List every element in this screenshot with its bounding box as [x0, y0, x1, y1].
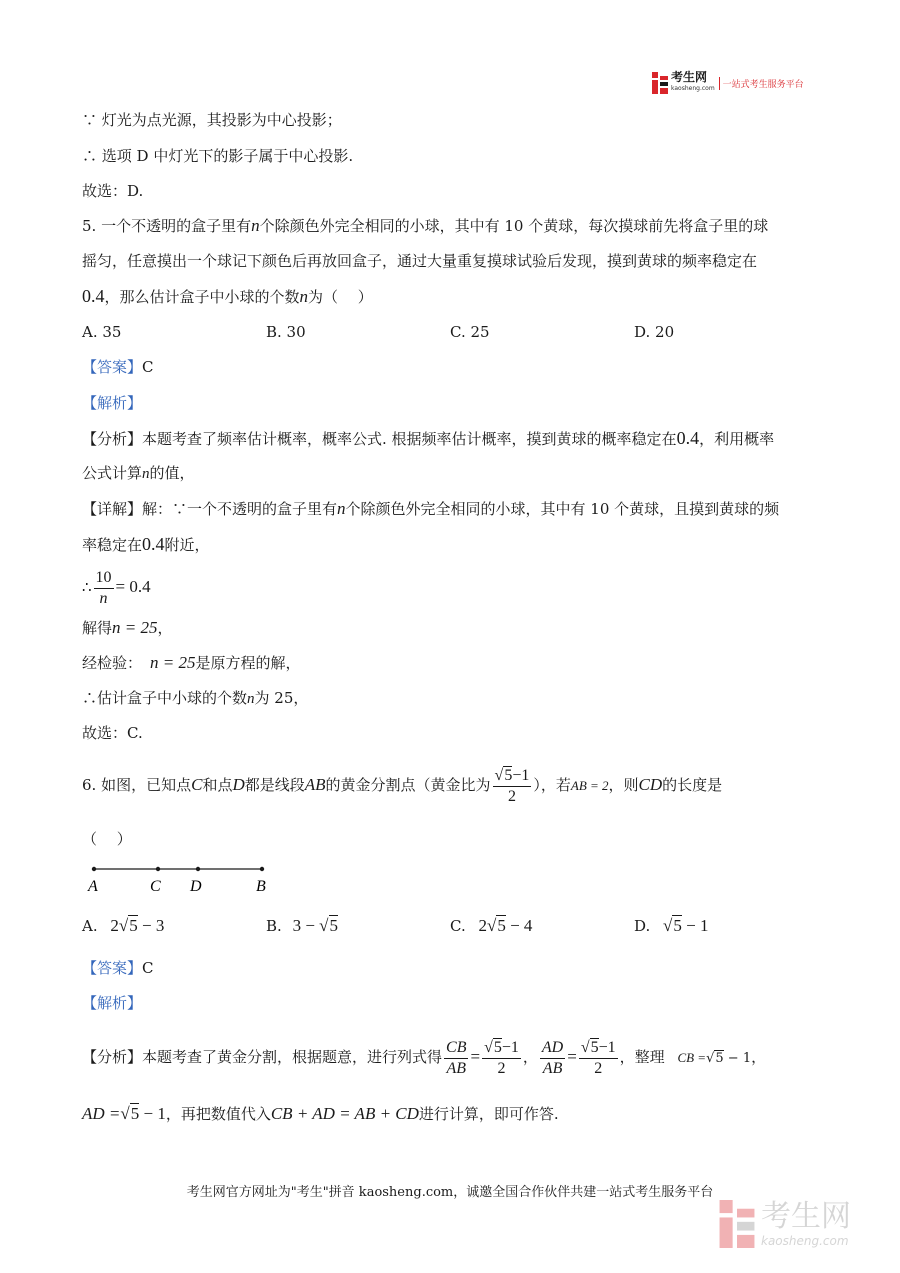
fenxi-text-c: 公式计算	[82, 464, 143, 482]
q6-stem-g: 的长度是	[662, 776, 723, 794]
q6-stem-f: ，则	[608, 776, 639, 794]
opt-letter: C.	[450, 917, 466, 935]
sqrt-sign: √	[120, 1104, 130, 1123]
xiangjie-b: 个除颜色外完全相同的小球，其中有 10 个黄球，且摸到黄球的频	[345, 500, 780, 518]
answer-value: C	[142, 358, 154, 376]
frac-numerator: 10	[94, 568, 114, 589]
xiangjie-a: 解：∵一个不透明的盒子里有	[142, 500, 338, 518]
q5-equation	[82, 565, 151, 609]
segment-diagram	[84, 860, 274, 896]
q5-stem-line-1	[82, 216, 768, 236]
fenxi-text-b: ，利用概率	[699, 430, 775, 448]
watermark	[717, 1200, 851, 1248]
radicand: 5	[715, 1051, 724, 1066]
var-n: n	[299, 287, 309, 306]
solve-comma: ，	[157, 619, 173, 637]
fenxi-text-a: 本题考查了黄金分割，根据题意，进行列式得	[142, 1048, 443, 1066]
ad-equation: AD =	[82, 1104, 121, 1123]
q5-fenxi-line-2	[82, 463, 195, 484]
fenxi-text-a: 本题考查了频率估计概率，概率公式. 根据频率估计概率，摸到黄球的概率稳定在	[142, 430, 677, 448]
q6-stem-b: 和点	[202, 776, 233, 794]
sqrt-sign: √	[580, 1038, 590, 1056]
answer-value: C	[142, 959, 154, 977]
q5-fenxi-line-1	[82, 428, 774, 449]
q5-option-b: B. 30	[266, 323, 306, 341]
golden-ratio-fraction-2	[579, 1038, 618, 1079]
fraction-cb-ab	[444, 1038, 468, 1079]
comma: ，	[751, 1048, 767, 1066]
segment-ab: AB	[304, 775, 326, 794]
q5-answer	[82, 357, 154, 377]
q5-stem-line-2: 摇匀，任意摸出一个球记下颜色后再放回盒子，通过大量重复摸球试验后发现，摸到黄球的频率稳定在	[82, 252, 758, 270]
q6-paren: （ ）	[82, 830, 132, 848]
frac-numerator: CB	[444, 1038, 468, 1059]
q5-stem-d: ，那么估计盒子中小球的个数	[104, 288, 300, 306]
radicand: 5	[493, 1038, 502, 1056]
opt-post: − 3	[141, 916, 165, 935]
opt-radicand: 5	[673, 916, 682, 935]
answer-tag: 【答案】	[82, 959, 143, 977]
check-text-b: 是原方程的解，	[195, 654, 301, 672]
equals: =	[567, 1047, 577, 1066]
fenxi-tag: 【分析】	[82, 430, 143, 448]
q6-option-d	[634, 916, 708, 936]
fraction-10-over-n	[94, 568, 114, 609]
fenxi-tag: 【分析】	[82, 1048, 143, 1066]
sqrt-sign: √	[494, 766, 504, 784]
fenxi-text-d: 的值，	[149, 464, 195, 482]
point-a-dot	[92, 867, 96, 871]
opt-post: − 1	[686, 916, 709, 935]
q5-prob-value: 0.4	[82, 286, 105, 306]
check-text: 经检验：	[82, 654, 143, 672]
opt-pre: 2	[110, 916, 119, 935]
q5-option-c: C. 25	[450, 323, 490, 341]
q5-stem-end: 为（ ）	[308, 288, 373, 306]
opt-post: − 4	[510, 916, 533, 935]
var-n: n	[142, 466, 150, 482]
q6-stem-a: 6. 如图，已知点	[82, 776, 192, 794]
q6-option-a	[82, 916, 164, 936]
q4-choose: 故选：D.	[82, 182, 144, 200]
q6-option-b	[266, 916, 338, 936]
frac-denominator: AB	[446, 1059, 467, 1077]
solve-text: 解得	[82, 619, 113, 637]
radicand: 5	[590, 1038, 599, 1056]
point-d-dot	[196, 867, 200, 871]
radicand: 5	[504, 766, 513, 784]
xiangjie-prob: 0.4	[142, 534, 165, 554]
fenxi-text-b: ，整理	[619, 1048, 665, 1066]
sum-equation: CB + AD = AB + CD	[270, 1104, 419, 1123]
segment-cd: CD	[638, 775, 663, 794]
minus-one: − 1	[727, 1051, 752, 1066]
q5-solve	[82, 618, 173, 638]
ratio-rest: −1	[512, 766, 530, 784]
q5-option-a: A. 35	[82, 323, 122, 341]
opt-pre: 2	[478, 916, 487, 935]
frac-denominator: AB	[542, 1059, 563, 1077]
fenxi-text-d: 进行计算，即可作答.	[418, 1105, 559, 1123]
answer-tag: 【答案】	[82, 358, 143, 376]
point-c-label: C	[191, 775, 203, 794]
label-a: A	[88, 878, 98, 895]
golden-ratio-fraction	[493, 766, 532, 807]
ratio-rest: −1	[501, 1038, 519, 1056]
fenxi-prob: 0.4	[676, 428, 700, 448]
q5-option-d: D. 20	[634, 323, 675, 341]
q5-choose: 故选：C.	[82, 724, 143, 742]
logo-slogan: 一站式考生服务平台	[719, 77, 804, 90]
q6-analysis-tag: 【解析】	[82, 994, 143, 1012]
sqrt-sign: √	[319, 916, 329, 935]
estimate-text-b: 为 25，	[254, 689, 309, 707]
header-logo	[652, 72, 804, 94]
var-n: n	[247, 691, 255, 707]
q5-xiangjie-line-1	[82, 499, 779, 519]
opt-radicand: 5	[497, 916, 506, 935]
xiangjie-tag: 【详解】	[82, 500, 143, 518]
kaosheng-logo-icon	[652, 72, 668, 94]
check-equation: n = 25	[150, 653, 196, 672]
opt-radicand: 5	[129, 916, 138, 935]
label-c: C	[150, 878, 161, 895]
ratio-denominator: 2	[507, 787, 516, 805]
q6-stem-d: 的黄金分割点（黄金比为	[325, 776, 491, 794]
golden-ratio-fraction-1	[482, 1038, 521, 1079]
solve-equation: n = 25	[112, 618, 158, 637]
q4-line-2: ∴ 选项 D 中灯光下的影子属于中心投影.	[82, 147, 354, 165]
q6-fenxi-line-2	[82, 1104, 559, 1124]
sqrt-sign: √	[484, 1038, 493, 1056]
sqrt-sign: √	[706, 1051, 715, 1066]
frac-numerator: AD	[540, 1038, 565, 1059]
equation-rhs: = 0.4	[115, 577, 151, 596]
fraction-ad-ab	[540, 1038, 565, 1079]
q5-analysis-tag: 【解析】	[82, 394, 143, 412]
watermark-name: 考生网	[761, 1199, 851, 1234]
estimate-text: ∴估计盒子中小球的个数	[82, 689, 248, 707]
sqrt-sign: √	[118, 916, 129, 935]
point-b-dot	[260, 867, 264, 871]
q5-stem-a: 5. 一个不透明的盒子里有	[82, 217, 252, 235]
sqrt-sign: √	[487, 916, 497, 935]
opt-letter: A.	[82, 917, 98, 935]
xiangjie-c: 率稳定在	[82, 536, 143, 554]
q6-stem-e: ），若	[533, 776, 571, 794]
q5-stem-b: 个除颜色外完全相同的小球，其中有 10 个黄球，每次摸球前先将盒子里的球	[259, 217, 769, 235]
var-n: n	[251, 216, 260, 235]
watermark-logo-icon	[717, 1200, 757, 1248]
sqrt-sign: √	[663, 916, 673, 935]
frac-denominator: n	[99, 589, 108, 607]
logo-domain: kaosheng.com	[671, 85, 715, 92]
opt-letter: D.	[634, 917, 651, 935]
q6-stem-c: 都是线段	[244, 776, 305, 794]
q5-stem-line-3	[82, 286, 373, 307]
cb-equation: CB =	[677, 1050, 707, 1065]
var-n: n	[337, 499, 346, 518]
ratio-denominator: 2	[497, 1059, 506, 1077]
therefore-symbol: ∴	[82, 578, 92, 596]
q4-line-1: ∵ 灯光为点光源，其投影为中心投影；	[82, 111, 342, 129]
fenxi-text-c: ，再把数值代入	[165, 1105, 271, 1123]
point-d-label: D	[232, 775, 245, 794]
opt-letter: B.	[266, 917, 282, 935]
xiangjie-d: 附近，	[164, 536, 210, 554]
q5-check	[82, 653, 301, 673]
equals: =	[470, 1047, 481, 1066]
ratio-rest: −1	[598, 1038, 616, 1056]
q6-answer	[82, 958, 154, 978]
q5-xiangjie-line-2	[82, 534, 210, 555]
label-d: D	[190, 878, 202, 895]
radicand: 5	[130, 1104, 140, 1123]
q6-fenxi-line-1	[82, 1034, 766, 1082]
page-footer: 考生网官方网址为"考生"拼音 kaosheng.com，诚邀全国合作伙伴共建一站式考生服务平台	[186, 1185, 714, 1200]
label-b: B	[256, 878, 266, 895]
q5-estimate	[82, 688, 308, 709]
q6-option-c	[450, 916, 532, 936]
opt-radicand: 5	[329, 916, 339, 935]
ratio-denominator: 2	[594, 1059, 603, 1077]
minus-one: − 1	[143, 1104, 166, 1123]
logo-name: 考生网	[671, 70, 708, 84]
point-c-dot	[156, 867, 160, 871]
q6-stem-line-1	[82, 762, 722, 809]
comma: ，	[522, 1048, 538, 1066]
opt-pre: 3 −	[292, 916, 315, 935]
ab-equation: AB = 2	[570, 778, 609, 793]
watermark-domain: kaosheng.com	[761, 1234, 849, 1248]
